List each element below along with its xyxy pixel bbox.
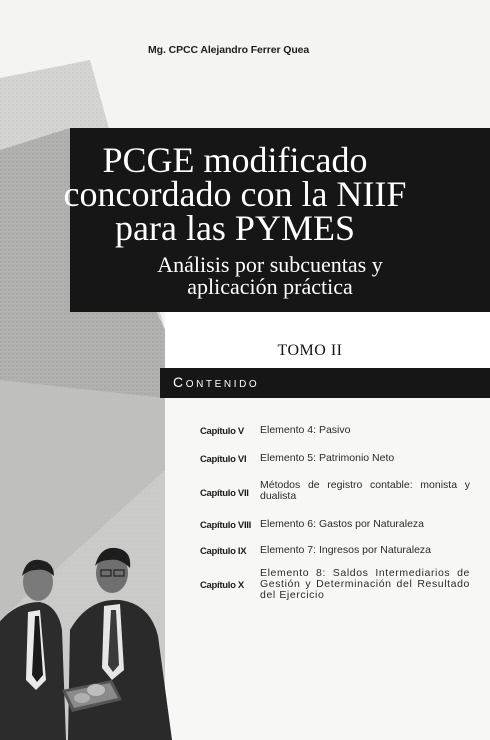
toc-description: Elemento 5: Patrimonio Neto [260,452,395,464]
subtitle-line: aplicación práctica [187,274,353,299]
left-man-figure [0,560,66,740]
tome-label: TOMO II [277,342,343,359]
contents-heading: Contenido [173,374,260,390]
toc-description: Métodos de registro contable: monista y dualista [260,479,470,502]
toc-description: Elemento 7: Ingresos por Naturaleza [260,544,432,556]
title-line: para las PYMES [115,208,355,248]
book-subtitle [110,254,430,298]
toc-chapter: Capítulo VIII [200,520,251,531]
toc-description: Elemento 6: Gastos por Naturaleza [260,518,425,530]
title-line: PCGE modificado [102,140,368,180]
subtitle-line: Análisis por subcuentas y [157,252,383,277]
title-line: concordado con la NIIF [63,174,407,214]
toc-chapter: Capítulo VII [200,488,249,499]
toc-chapter: Capítulo V [200,426,244,437]
toc-chapter: Capítulo VI [200,454,247,465]
book-title [0,140,470,248]
toc-description: Elemento 8: Saldos Intermediarios de Gestión y Determinación del Resultado del Ejercicio [260,567,470,601]
author-name: Mg. CPCC Alejandro Ferrer Quea [148,44,310,56]
two-businessmen-photo [0,540,200,740]
right-man-figure [68,548,172,740]
toc-description: Elemento 4: Pasivo [260,424,351,436]
toc-chapter: Capítulo IX [200,546,247,557]
toc-chapter: Capítulo X [200,580,244,591]
